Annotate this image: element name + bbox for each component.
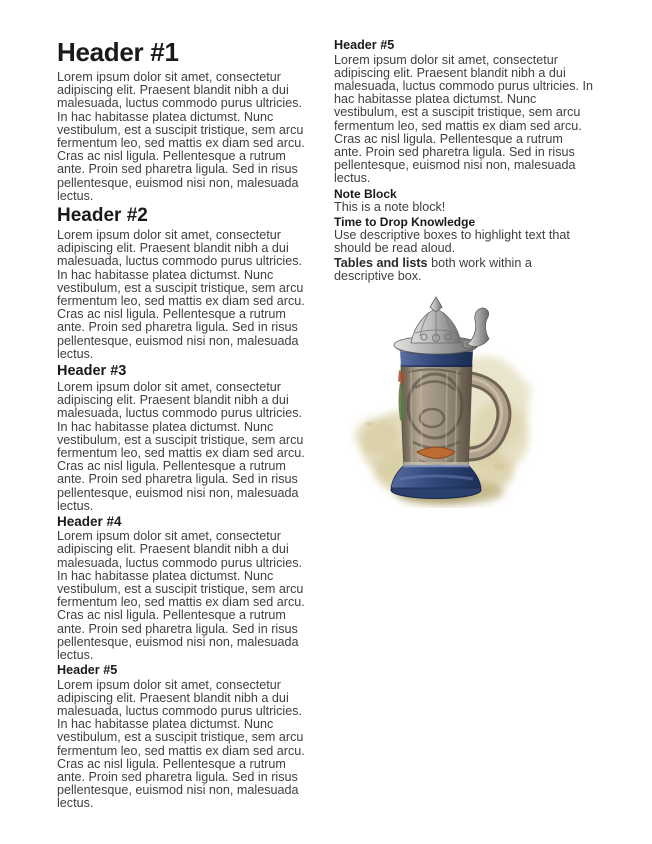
body-paragraph: Lorem ipsum dolor sit amet, consectetur adipiscing elit. Praesent blandit nibh a dui malesuada, luctus commodo purus ultricies. In hac habitasse platea dictumst. Nunc vestibulum, est a suscipit tristique, sem arcu fermentum leo, sed mattis ex diam sed arcu. Cras ac nisl ligula. Pellentesque a rutrum ante. Proin sed pharetra ligula. Sed in risus pellentesque, euismod nisi non, malesuada lectus. [57, 380, 305, 513]
body-paragraph: Lorem ipsum dolor sit amet, consectetur adipiscing elit. Praesent blandit nibh a dui malesuada, luctus commodo purus ultricies. In hac habitasse platea dictumst. Nunc vestibulum, est a suscipit tristique, sem arcu fermentum leo, sed mattis ex diam sed arcu. Cras ac nisl ligula. Pellentesque a rutrum ante. Proin sed pharetra ligula. Sed in risus pellentesque, euismod nisi non, malesuada lectus. [334, 52, 593, 186]
section-heading-2: Header #2 [57, 205, 148, 227]
body-paragraph: Lorem ipsum dolor sit amet, consectetur adipiscing elit. Praesent blandit nibh a dui malesuada, luctus commodo purus ultricies. In hac habitasse platea dictumst. Nunc vestibulum, est a suscipit tristique, sem arcu fermentum leo, sed mattis ex diam sed arcu. Cras ac nisl ligula. Pellentesque a rutrum ante. Proin sed pharetra ligula. Sed in risus pellentesque, euismod nisi non, malesuada lectus. [57, 677, 305, 811]
thumb-lever [467, 308, 489, 346]
stein-base [391, 466, 481, 499]
section-heading-5-right: Header #5 [334, 38, 395, 52]
section-heading-5: Header #5 [57, 663, 118, 678]
lid-finial [430, 297, 442, 312]
tables-line-rest: both work within a descriptive box. [334, 256, 532, 284]
tables-line [334, 257, 593, 283]
note-block-body: This is a note block! [334, 199, 446, 214]
stein-figure [349, 296, 549, 508]
knowledge-block-title: Time to Drop Knowledge [334, 214, 476, 229]
note-block-title: Note Block [334, 186, 397, 201]
section-heading-3: Header #3 [57, 363, 127, 380]
body-paragraph: Lorem ipsum dolor sit amet, consectetur adipiscing elit. Praesent blandit nibh a dui malesuada, luctus commodo purus ultricies. In hac habitasse platea dictumst. Nunc vestibulum, est a suscipit tristique, sem arcu fermentum leo, sed mattis ex diam sed arcu. Cras ac nisl ligula. Pellentesque a rutrum ante. Proin sed pharetra ligula. Sed in risus pellentesque, euismod nisi non, malesuada lectus. [57, 529, 305, 662]
stein-illustration [349, 296, 549, 508]
tables-line-lead: Tables and lists [334, 256, 428, 271]
left-column [57, 38, 308, 813]
right-column [334, 38, 593, 286]
section-heading-1: Header #1 [57, 37, 179, 67]
body-paragraph: Lorem ipsum dolor sit amet, consectetur adipiscing elit. Praesent blandit nibh a dui malesuada, luctus commodo purus ultricies. In hac habitasse platea dictumst. Nunc vestibulum, est a suscipit tristique, sem arcu fermentum leo, sed mattis ex diam sed arcu. Cras ac nisl ligula. Pellentesque a rutrum ante. Proin sed pharetra ligula. Sed in risus pellentesque, euismod nisi non, malesuada lectus. [57, 70, 305, 203]
section-heading-4: Header #4 [57, 514, 122, 530]
knowledge-block-body: Use descriptive boxes to highlight text that should be read aloud. [334, 227, 570, 255]
body-paragraph: Lorem ipsum dolor sit amet, consectetur adipiscing elit. Praesent blandit nibh a dui malesuada, luctus commodo purus ultricies. In hac habitasse platea dictumst. Nunc vestibulum, est a suscipit tristique, sem arcu fermentum leo, sed mattis ex diam sed arcu. Cras ac nisl ligula. Pellentesque a rutrum ante. Proin sed pharetra ligula. Sed in risus pellentesque, euismod nisi non, malesuada lectus. [57, 228, 305, 361]
